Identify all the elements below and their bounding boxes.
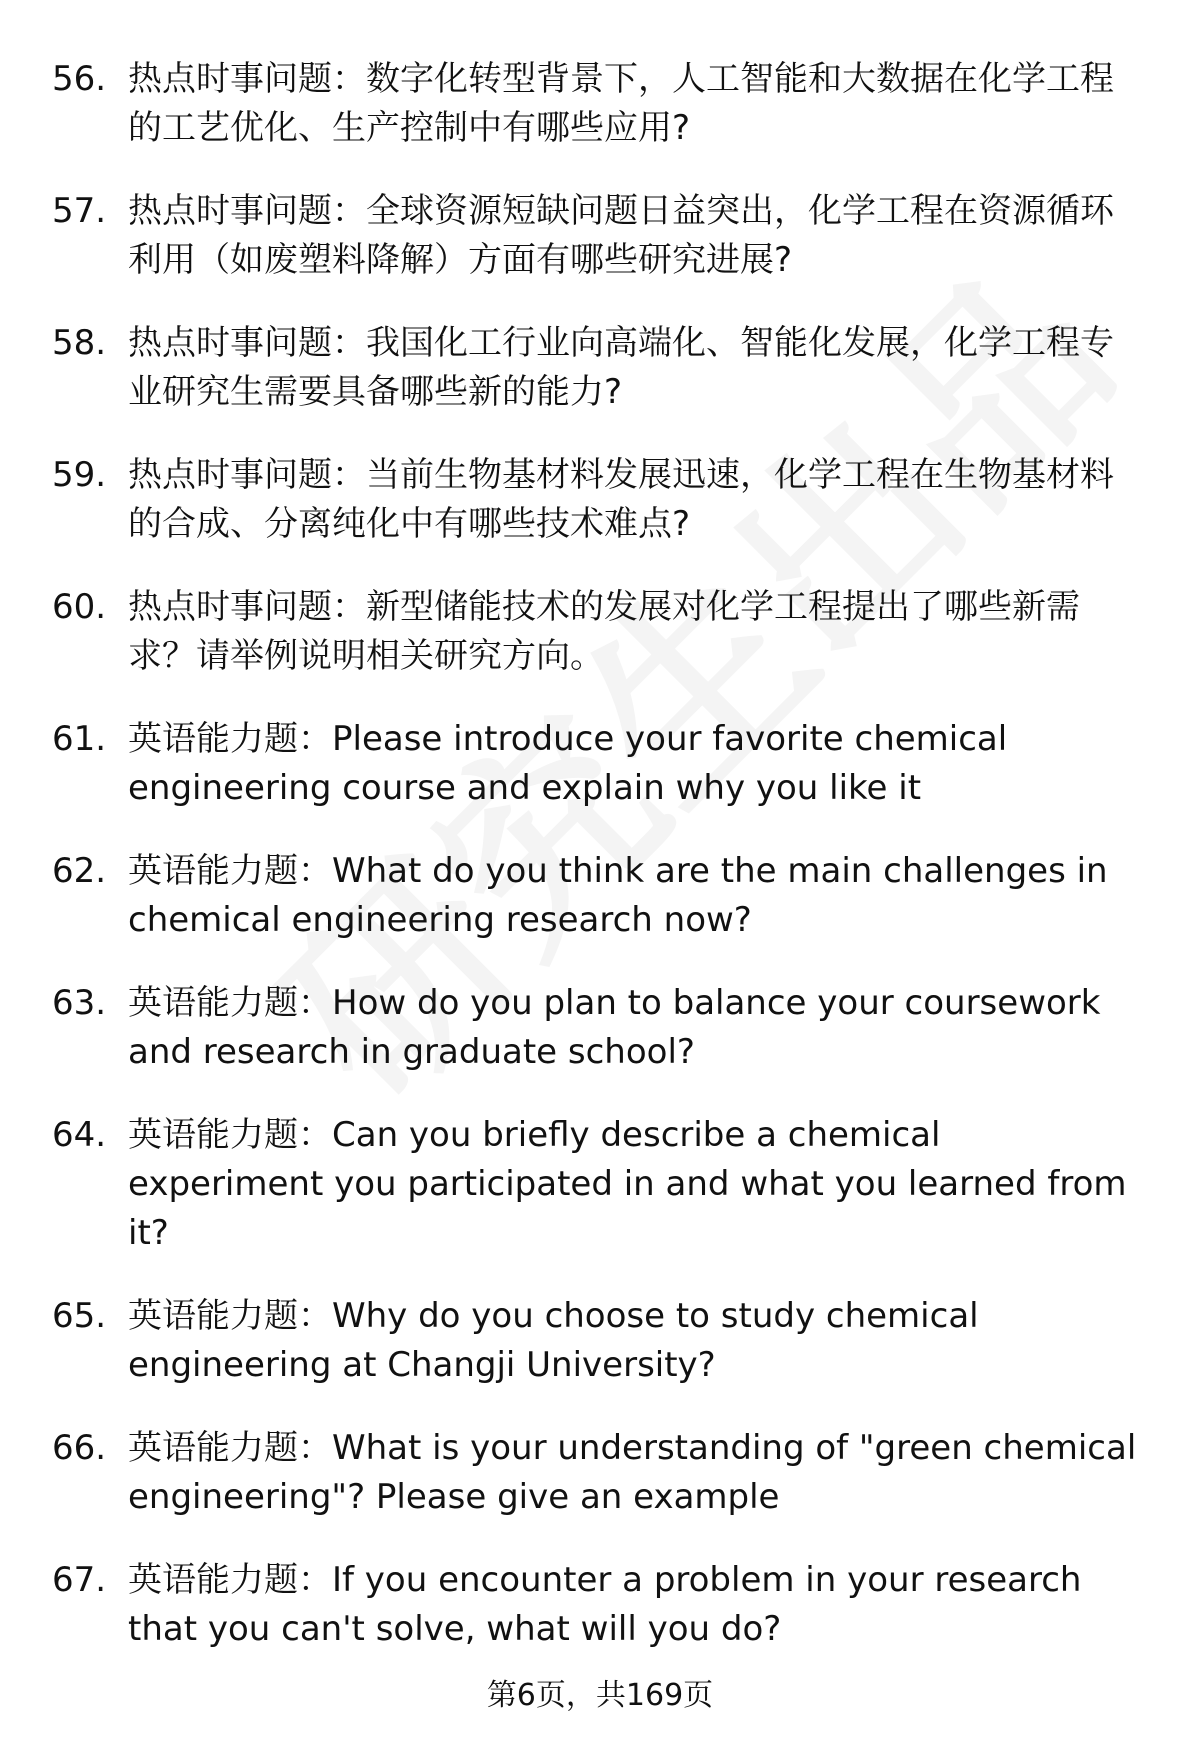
question-text: 英语能力题：How do you plan to balance your coursework and research in graduate school? bbox=[128, 983, 1101, 1072]
question-text: 英语能力题：Please introduce your favorite chemical engineering course and explain why you like it bbox=[128, 719, 1008, 808]
question-text: 热点时事问题：全球资源短缺问题日益突出，化学工程在资源循环利用（如废塑料降解）方面有哪些研究进展? bbox=[128, 191, 1114, 280]
question-text: 热点时事问题：新型储能技术的发展对化学工程提出了哪些新需求？请举例说明相关研究方向。 bbox=[128, 587, 1080, 676]
question-number: 58. bbox=[52, 323, 107, 363]
question-list bbox=[52, 55, 1152, 1688]
question-number: 61. bbox=[52, 719, 107, 759]
question-item bbox=[52, 451, 1152, 549]
question-number: 62. bbox=[52, 851, 107, 891]
question-text: 英语能力题：Why do you choose to study chemical engineering at Changji University? bbox=[128, 1296, 979, 1385]
question-text: 热点时事问题：数字化转型背景下，人工智能和大数据在化学工程的工艺优化、生产控制中有哪些应用? bbox=[128, 59, 1114, 148]
question-number: 59. bbox=[52, 455, 107, 495]
question-number: 57. bbox=[52, 191, 107, 231]
question-number: 64. bbox=[52, 1115, 107, 1155]
question-number: 67. bbox=[52, 1560, 107, 1600]
question-item bbox=[52, 979, 1152, 1077]
question-text: 英语能力题：What is your understanding of "green chemical engineering"? Please give an example bbox=[128, 1428, 1137, 1517]
question-text: 英语能力题：If you encounter a problem in your research that you can't solve, what will you do? bbox=[128, 1560, 1082, 1649]
question-text: 热点时事问题：当前生物基材料发展迅速，化学工程在生物基材料的合成、分离纯化中有哪些技术难点? bbox=[128, 455, 1114, 544]
question-item bbox=[52, 1111, 1152, 1258]
question-item bbox=[52, 319, 1152, 417]
question-number: 66. bbox=[52, 1428, 107, 1468]
question-item bbox=[52, 583, 1152, 681]
question-item bbox=[52, 1292, 1152, 1390]
question-number: 63. bbox=[52, 983, 107, 1023]
question-item bbox=[52, 55, 1152, 153]
question-number: 65. bbox=[52, 1296, 107, 1336]
question-item bbox=[52, 847, 1152, 945]
question-text: 英语能力题：Can you briefly describe a chemical experiment you participated in and what you learned from it? bbox=[128, 1115, 1127, 1253]
question-number: 56. bbox=[52, 59, 107, 99]
page-footer: 第6页，共169页 bbox=[486, 1678, 714, 1713]
question-item bbox=[52, 187, 1152, 285]
question-text: 热点时事问题：我国化工行业向高端化、智能化发展，化学工程专业研究生需要具备哪些新的能力? bbox=[128, 323, 1114, 412]
question-item bbox=[52, 1424, 1152, 1522]
question-number: 60. bbox=[52, 587, 107, 627]
question-item bbox=[52, 715, 1152, 813]
question-text: 英语能力题：What do you think are the main challenges in chemical engineering research now? bbox=[128, 851, 1108, 940]
question-item bbox=[52, 1556, 1152, 1654]
